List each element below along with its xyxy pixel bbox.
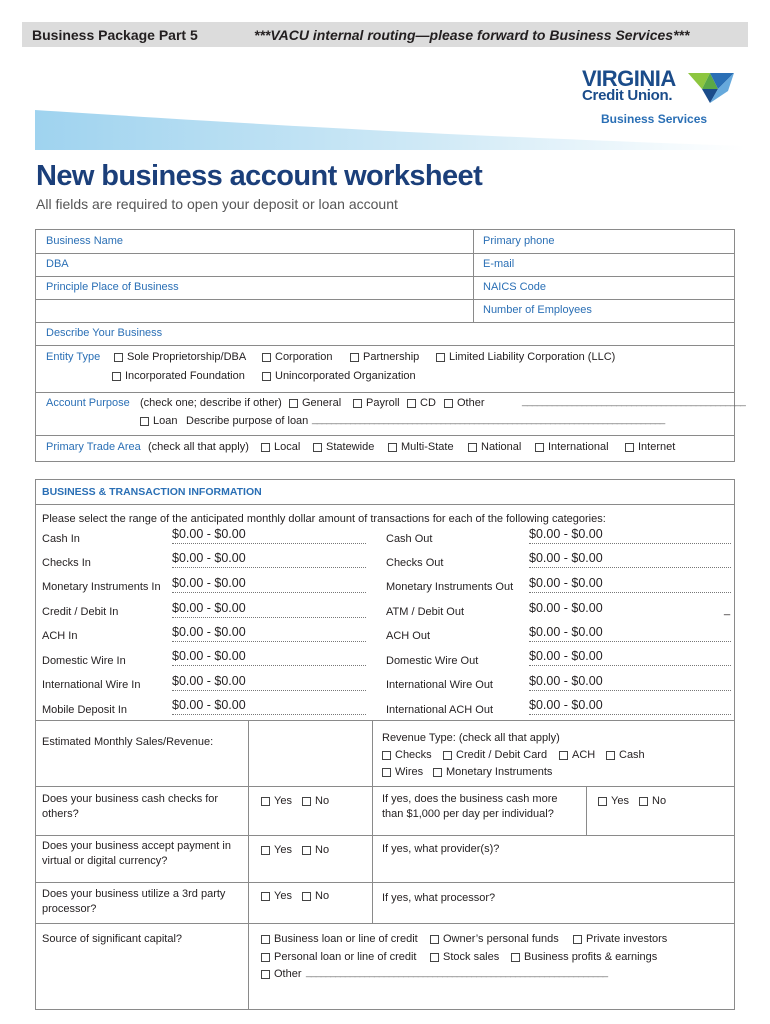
package-label: Business Package Part 5 <box>32 27 198 43</box>
domestic-wire-in-label: Domestic Wire In <box>42 655 126 667</box>
header-bar <box>22 22 748 47</box>
revenue-wires-checkbox[interactable]: Wires <box>382 766 423 778</box>
capital-other-checkbox[interactable]: Other <box>261 968 302 980</box>
checks-out-label: Checks Out <box>386 557 444 569</box>
principle-place-field[interactable]: Principle Place of Business <box>46 281 179 293</box>
trade-local-checkbox[interactable]: Local <box>261 441 300 453</box>
domestic-wire-out-label: Domestic Wire Out <box>386 655 479 667</box>
ach-out-value[interactable]: $0.00 - $0.00 <box>529 625 603 639</box>
capital-profits-checkbox[interactable]: Business profits & earnings <box>511 951 657 963</box>
atm-debit-out-label: ATM / Debit Out <box>386 606 465 618</box>
revenue-ach-checkbox[interactable]: ACH <box>559 749 595 761</box>
intl-wire-in-label: International Wire In <box>42 679 141 691</box>
domestic-wire-out-value[interactable]: $0.00 - $0.00 <box>529 649 603 663</box>
capital-stock-sales-checkbox[interactable]: Stock sales <box>430 951 499 963</box>
purpose-loan-checkbox[interactable]: Loan <box>140 415 177 427</box>
trade-area-note: (check all that apply) <box>148 441 249 453</box>
capital-owner-funds-checkbox[interactable]: Owner’s personal funds <box>430 933 559 945</box>
trade-national-checkbox[interactable]: National <box>468 441 521 453</box>
revenue-card-checkbox[interactable]: Credit / Debit Card <box>443 749 547 761</box>
entity-llc-checkbox[interactable]: Limited Liability Corporation (LLC) <box>436 351 615 363</box>
trade-internet-checkbox[interactable]: Internet <box>625 441 675 453</box>
revenue-type-label: Revenue Type: (check all that apply) <box>382 732 560 744</box>
intl-wire-in-value[interactable]: $0.00 - $0.00 <box>172 674 246 688</box>
dba-field[interactable]: DBA <box>46 258 69 270</box>
cash-checks-question: Does your business cash checks for others? <box>42 793 219 820</box>
intl-ach-out-value[interactable]: $0.00 - $0.00 <box>529 698 603 712</box>
virtual-provider-question: If yes, what provider(s)? <box>382 843 500 855</box>
decorative-swoosh <box>35 108 745 150</box>
email-field[interactable]: E-mail <box>483 258 515 270</box>
virtual-yes-checkbox[interactable]: Yes <box>261 844 292 856</box>
revenue-monetary-checkbox[interactable]: Monetary Instruments <box>433 766 552 778</box>
purpose-cd-checkbox[interactable]: CD <box>407 397 436 409</box>
primary-phone-field[interactable]: Primary phone <box>483 235 555 247</box>
account-purpose-note: (check one; describe if other) <box>140 397 282 409</box>
ach-in-label: ACH In <box>42 630 78 642</box>
ach-out-label: ACH Out <box>386 630 431 642</box>
intl-wire-out-label: International Wire Out <box>386 679 493 691</box>
purpose-other-checkbox[interactable]: Other <box>444 397 485 409</box>
cash-more-no-checkbox[interactable]: No <box>639 795 666 807</box>
business-info-section <box>35 229 746 462</box>
account-purpose-label: Account Purpose <box>46 397 130 409</box>
transaction-info-section <box>35 479 735 1010</box>
processor-question: Does your business utilize a 3rd party processor? <box>42 888 226 915</box>
describe-business-field[interactable]: Describe Your Business <box>46 327 163 339</box>
section2-heading: BUSINESS & TRANSACTION INFORMATION <box>42 486 262 498</box>
cash-checks-yes-checkbox[interactable]: Yes <box>261 795 292 807</box>
mobile-deposit-in-label: Mobile Deposit In <box>42 704 127 716</box>
revenue-checks-checkbox[interactable]: Checks <box>382 749 432 761</box>
domestic-wire-in-value[interactable]: $0.00 - $0.00 <box>172 649 246 663</box>
entity-sole-prop-checkbox[interactable]: Sole Proprietorship/DBA <box>114 351 246 363</box>
monthly-sales-label: Estimated Monthly Sales/Revenue: <box>42 736 214 748</box>
checks-out-value[interactable]: $0.00 - $0.00 <box>529 551 603 565</box>
credit-debit-in-value[interactable]: $0.00 - $0.00 <box>172 601 246 615</box>
processor-name-question: If yes, what processor? <box>382 892 496 904</box>
section2-intro: Please select the range of the anticipated monthly dollar amount of transactions for each of the following categories: <box>42 513 606 525</box>
virtual-currency-question: Does your business accept payment in virtual or digital currency? <box>42 840 231 867</box>
revenue-cash-checkbox[interactable]: Cash <box>606 749 645 761</box>
purpose-other-line[interactable]: _____________________________________________ <box>522 396 746 407</box>
entity-type-label: Entity Type <box>46 351 101 363</box>
cash-out-label: Cash Out <box>386 533 433 545</box>
cash-out-value[interactable]: $0.00 - $0.00 <box>529 527 603 541</box>
cash-more-question: If yes, does the business cash more than $1,000 per day per individual? <box>382 793 558 820</box>
entity-inc-foundation-checkbox[interactable]: Incorporated Foundation <box>112 370 245 382</box>
business-name-field[interactable]: Business Name <box>46 235 124 247</box>
atm-debit-out-value[interactable]: $0.00 - $0.00 <box>529 601 603 615</box>
purpose-general-checkbox[interactable]: General <box>289 397 341 409</box>
intl-ach-out-label: International ACH Out <box>386 704 494 716</box>
logo-line1: VIRGINIA <box>582 66 676 91</box>
logo-line2: Credit Union. <box>582 87 673 104</box>
capital-business-loan-checkbox[interactable]: Business loan or line of credit <box>261 933 418 945</box>
atm-debit-out-mark: _ <box>724 604 731 616</box>
loan-describe-line[interactable]: __________________________________________________________________________ <box>312 414 665 425</box>
logo-tagline: Business Services <box>601 112 708 126</box>
trade-statewide-checkbox[interactable]: Statewide <box>313 441 374 453</box>
capital-other-line[interactable]: ______________________________________________________________ <box>306 967 608 978</box>
capital-private-investors-checkbox[interactable]: Private investors <box>573 933 667 945</box>
monetary-out-value[interactable]: $0.00 - $0.00 <box>529 576 603 590</box>
employees-field[interactable]: Number of Employees <box>483 304 592 316</box>
ach-in-value[interactable]: $0.00 - $0.00 <box>172 625 246 639</box>
cash-more-yes-checkbox[interactable]: Yes <box>598 795 629 807</box>
cash-in-value[interactable]: $0.00 - $0.00 <box>172 527 246 541</box>
entity-corporation-checkbox[interactable]: Corporation <box>262 351 332 363</box>
routing-notice: ***VACU internal routing—please forward to Business Services*** <box>254 27 690 43</box>
page-title: New business account worksheet <box>36 160 483 192</box>
checks-in-value[interactable]: $0.00 - $0.00 <box>172 551 246 565</box>
processor-yes-checkbox[interactable]: Yes <box>261 890 292 902</box>
processor-no-checkbox[interactable]: No <box>302 890 329 902</box>
loan-describe-label: Describe purpose of loan <box>186 415 309 427</box>
capital-personal-loan-checkbox[interactable]: Personal loan or line of credit <box>261 951 416 963</box>
page-subtitle: All fields are required to open your deposit or loan account <box>36 196 398 212</box>
naics-field[interactable]: NAICS Code <box>483 281 546 293</box>
monetary-out-label: Monetary Instruments Out <box>386 581 514 593</box>
monetary-in-value[interactable]: $0.00 - $0.00 <box>172 576 246 590</box>
entity-partnership-checkbox[interactable]: Partnership <box>350 351 419 363</box>
capital-source-label: Source of significant capital? <box>42 933 183 945</box>
monetary-in-label: Monetary Instruments In <box>42 581 161 593</box>
credit-debit-in-label: Credit / Debit In <box>42 606 119 618</box>
virtual-no-checkbox[interactable]: No <box>302 844 329 856</box>
entity-uninc-org-checkbox[interactable]: Unincorporated Organization <box>262 370 416 382</box>
cash-in-label: Cash In <box>42 533 80 545</box>
trade-multistate-checkbox[interactable]: Multi-State <box>388 441 454 453</box>
logo-mark-icon <box>688 67 736 105</box>
monthly-sales-input[interactable] <box>250 722 370 784</box>
checks-in-label: Checks In <box>42 557 91 569</box>
trade-area-label: Primary Trade Area <box>46 441 141 453</box>
purpose-payroll-checkbox[interactable]: Payroll <box>353 397 400 409</box>
intl-wire-out-value[interactable]: $0.00 - $0.00 <box>529 674 603 688</box>
mobile-deposit-in-value[interactable]: $0.00 - $0.00 <box>172 698 246 712</box>
trade-international-checkbox[interactable]: International <box>535 441 609 453</box>
cash-checks-no-checkbox[interactable]: No <box>302 795 329 807</box>
